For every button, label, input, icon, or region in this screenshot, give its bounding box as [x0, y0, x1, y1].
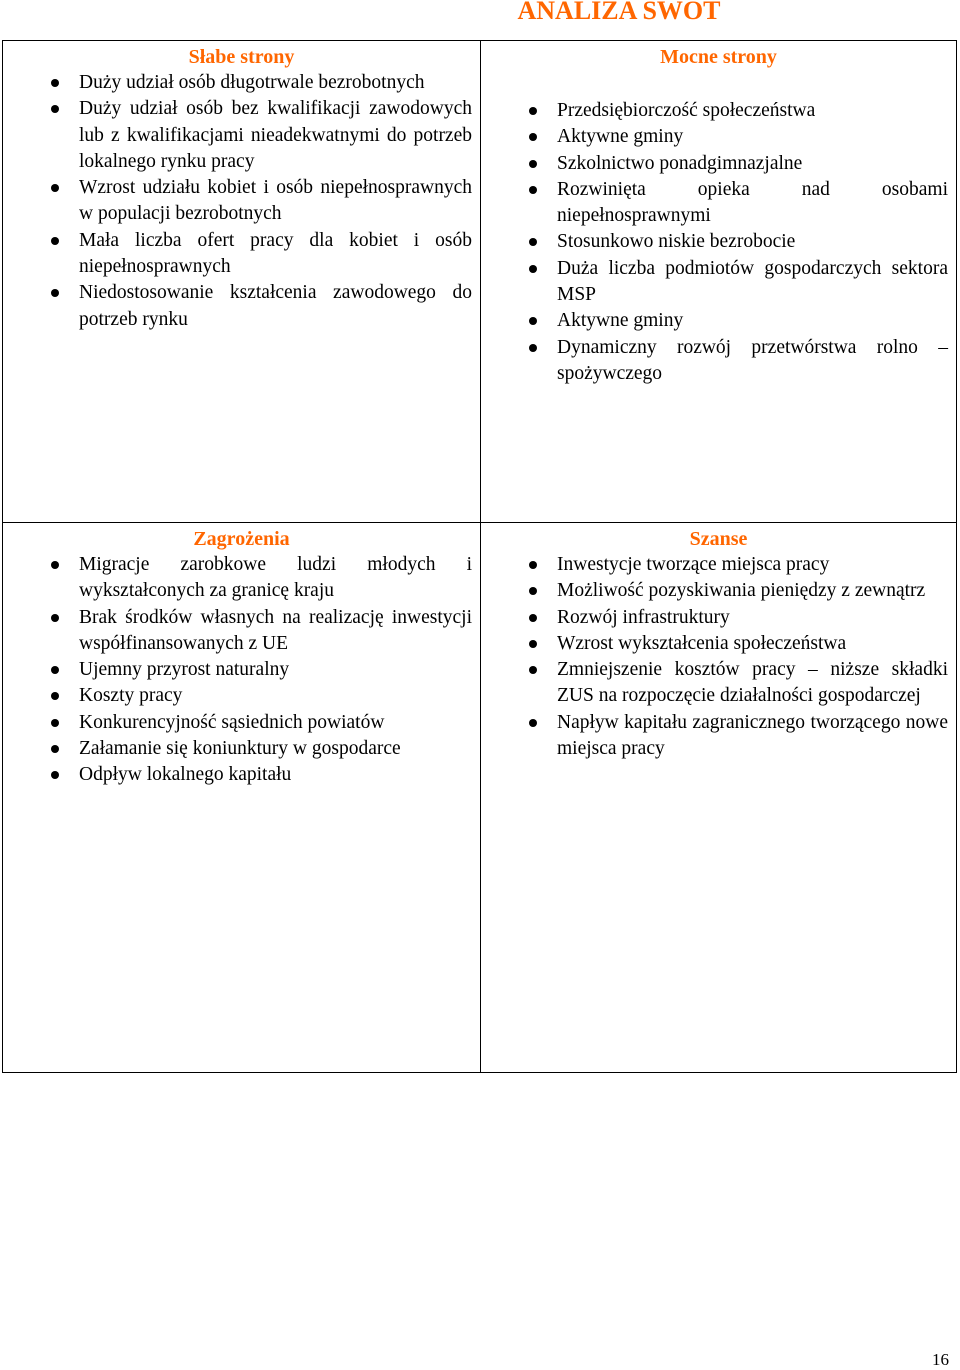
- list-item: [557, 657, 948, 710]
- list-item-text: Duży udział osób długotrwale bezrobotnych: [79, 72, 425, 93]
- list-item: [557, 335, 948, 388]
- weaknesses-list: [3, 70, 480, 333]
- list-item: [79, 710, 472, 736]
- list-item: [79, 96, 472, 175]
- bullet-icon: [51, 692, 59, 700]
- threats-cell: [3, 523, 481, 1072]
- list-item: [79, 280, 472, 333]
- bullet-icon: [51, 719, 59, 727]
- list-item-text: Ujemny przyrost naturalny: [79, 659, 290, 681]
- bullet-icon: [51, 184, 59, 192]
- threats-list: [3, 552, 480, 789]
- bullet-icon: [529, 238, 537, 246]
- list-item-text: Zmniejszenie kosztów pracy – niższe składki ZUS na rozpoczęcie działalności gospodarczej: [557, 659, 948, 707]
- list-item-text: Stosunkowo niskie bezrobocie: [557, 231, 796, 253]
- bullet-icon: [51, 666, 59, 674]
- list-item: [557, 151, 948, 177]
- bullet-icon: [529, 344, 537, 352]
- list-item: [79, 736, 472, 762]
- bullet-icon: [51, 745, 59, 753]
- list-item-text: Migracje zarobkowe ludzi młodych i wykształconych za granicę kraju: [79, 554, 472, 602]
- swot-table: [2, 40, 957, 1073]
- list-item-text: Załamanie się koniunktury w gospodarce: [79, 738, 401, 760]
- bullet-icon: [529, 107, 537, 115]
- list-item-text: Duży udział osób bez kwalifikacji zawodowych lub z kwalifikacjami nieadekwatnymi do potrzeb lokalnego rynku pracy: [79, 98, 472, 172]
- list-item: [79, 683, 472, 709]
- bullet-icon: [51, 105, 59, 113]
- list-item-text: Aktywne gminy: [557, 126, 684, 148]
- list-item-text: Dynamiczny rozwój przetwórstwa rolno – spożywczego: [557, 336, 948, 384]
- list-item: [79, 605, 472, 658]
- strengths-cell: [481, 41, 956, 523]
- bullet-icon: [51, 237, 59, 245]
- bullet-icon: [51, 289, 59, 297]
- weaknesses-heading: Słabe strony: [188, 46, 295, 68]
- list-item-text: Rozwój infrastruktury: [557, 606, 730, 628]
- list-item: [79, 552, 472, 605]
- list-item: [79, 70, 472, 96]
- list-item-text: Brak środków własnych na realizację inwestycji współfinansowanych z UE: [79, 606, 472, 654]
- bullet-icon: [529, 640, 537, 648]
- list-item-text: Szkolnictwo ponadgimnazjalne: [557, 152, 803, 174]
- list-item-text: Konkurencyjność sąsiednich powiatów: [79, 711, 385, 733]
- list-item: [557, 124, 948, 150]
- list-item-text: Koszty pracy: [79, 685, 183, 707]
- bullet-icon: [529, 587, 537, 595]
- list-item-text: Wzrost udziału kobiet i osób niepełnosprawnych w populacji bezrobotnych: [79, 177, 472, 225]
- list-item-text: Mała liczba ofert pracy dla kobiet i osób niepełnosprawnych: [79, 229, 472, 278]
- page-title: ANALIZA SWOT: [517, 0, 721, 25]
- list-item-text: Przedsiębiorczość społeczeństwa: [557, 100, 816, 121]
- list-item: [557, 229, 948, 255]
- bullet-icon: [529, 133, 537, 141]
- bullet-icon: [51, 561, 59, 569]
- bullet-icon: [529, 666, 537, 674]
- list-item-text: Wzrost wykształcenia społeczeństwa: [557, 632, 847, 654]
- bullet-icon: [529, 317, 537, 325]
- list-item: [557, 256, 948, 309]
- weaknesses-cell: [3, 41, 481, 523]
- bullet-icon: [529, 160, 537, 168]
- list-item-text: Aktywne gminy: [557, 310, 684, 332]
- bullet-icon: [529, 186, 537, 194]
- list-item-text: Niedostosowanie kształcenia zawodowego do potrzeb rynku: [79, 282, 472, 330]
- strengths-list: [481, 98, 956, 387]
- list-item-text: Rozwinięta opieka nad osobami niepełnosprawnymi: [557, 178, 948, 227]
- list-item-text: Inwestycje tworzące miejsca pracy: [557, 554, 830, 575]
- list-item: [557, 631, 948, 657]
- list-item: [79, 175, 472, 228]
- list-item: [557, 308, 948, 334]
- list-item: [557, 605, 948, 631]
- bullet-icon: [51, 79, 59, 87]
- page-number: 16: [932, 1350, 949, 1369]
- list-item: [79, 657, 472, 683]
- bullet-icon: [529, 561, 537, 569]
- list-item-text: Napływ kapitału zagranicznego tworzącego nowe miejsca pracy: [557, 711, 948, 760]
- opportunities-list: [481, 552, 956, 762]
- opportunities-cell: [481, 523, 956, 1072]
- list-item: [79, 762, 472, 788]
- list-item-text: Odpływ lokalnego kapitału: [79, 764, 292, 786]
- bullet-icon: [529, 614, 537, 622]
- list-item: [557, 98, 948, 124]
- list-item-text: Duża liczba podmiotów gospodarczych sektora MSP: [557, 257, 948, 306]
- list-item: [557, 177, 948, 230]
- list-item: [557, 552, 948, 578]
- opportunities-heading: Szanse: [689, 528, 748, 550]
- bullet-icon: [529, 265, 537, 273]
- list-item-text: Możliwość pozyskiwania pieniędzy z zewnątrz: [557, 580, 926, 602]
- bullet-icon: [529, 719, 537, 727]
- strengths-heading: Mocne strony: [660, 46, 777, 68]
- bullet-icon: [51, 771, 59, 779]
- bullet-icon: [51, 614, 59, 622]
- threats-heading: Zagrożenia: [193, 528, 290, 550]
- list-item: [557, 710, 948, 763]
- list-item: [557, 578, 948, 604]
- list-item: [79, 228, 472, 281]
